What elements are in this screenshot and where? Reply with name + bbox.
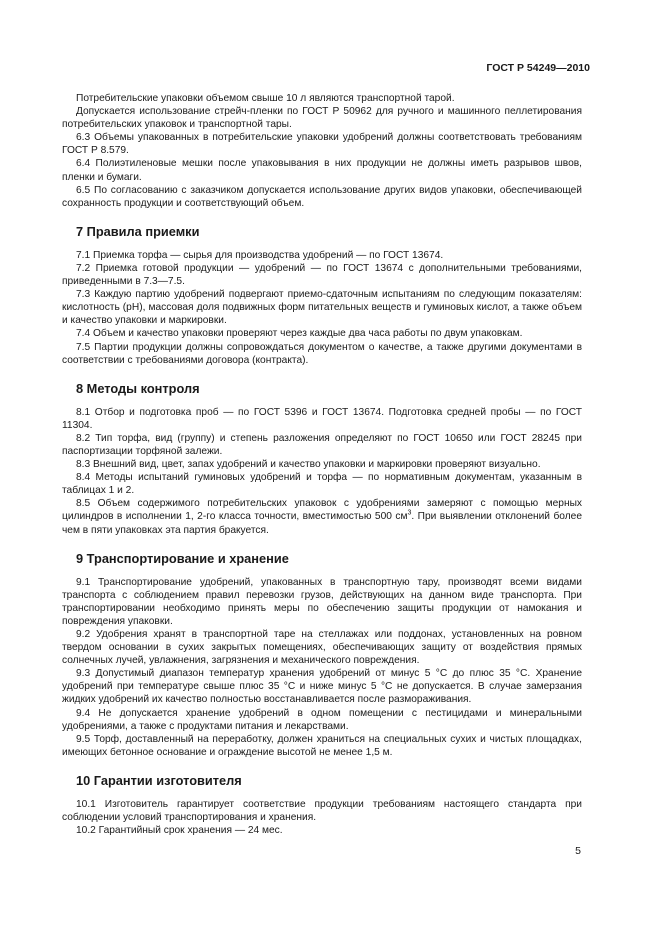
paragraph: 10.2 Гарантийный срок хранения — 24 мес. <box>76 825 283 837</box>
paragraph: 9.1 Транспортирование удобрений, упакованных в транспортную тару, производят всеми видами транспорта с соблюдением правил перевозки грузов, действующих на данном виде транспорта. При транспортировании необходимо принять меры по обеспечению защиты продукции от намокания и повреждения упаковки. <box>62 576 582 627</box>
paragraph: 8.3 Внешний вид, цвет, запах удобрений и качество упаковки и маркировки проверяют визуально. <box>76 459 541 471</box>
superscript: 3 <box>407 510 412 518</box>
text-span: 8.5 Объем содержимого потребительских упаковок с удобрениями замеряют с помощью мерных цилиндров в исполнении 1, 2-го класса точности, вместимостью 500 см <box>62 498 582 523</box>
paragraph: 7.5 Партии продукции должны сопровождаться документом о качестве, а также другими документами в соответствии с требованиями договора (контракта). <box>62 341 582 366</box>
paragraph-8-5 <box>62 497 582 536</box>
paragraph: 7.2 Приемка готовой продукции — удобрений — по ГОСТ 13674 с дополнительными требованиями, приведенными в 7.3—7.5. <box>62 262 582 288</box>
paragraph: 9.3 Допустимый диапазон температур хранения удобрений от минус 5 °С до плюс 35 °С. Хранение удобрений при температуре свыше плюс 35 °С и ниже минус 5 °С не допускается. В случае замерзания жидких удобрений их качество полностью восстанавливается после размораживания. <box>62 668 582 706</box>
section-heading-9: 9 Транспортирование и хранение <box>76 550 289 566</box>
paragraph: 7.3 Каждую партию удобрений подвергают приемо-сдаточным испытаниям по следующим показателям: кислотность (pH), массовая доля подвижных форм питательных веществ и гуминовых кислот, а также объем и качество упаковки и маркировки. <box>62 289 582 327</box>
paragraph: Допускается использование стрейч-пленки по ГОСТ Р 50962 для ручного и машинного пеллетирования потребительских упаковок и транспортной тары. <box>62 106 582 131</box>
paragraph: 9.2 Удобрения хранят в транспортной таре на стеллажах или поддонах, установленных на ровном твердом основании в сухих закрытых помещениях, обеспечивающих защиту от воздействия прямых солнечных лучей, увлажнения, загрязнения и механического повреждения. <box>62 629 582 667</box>
paragraph: 8.1 Отбор и подготовка проб — по ГОСТ 5396 и ГОСТ 13674. Подготовка средней пробы — по ГОСТ 11304. <box>62 406 582 431</box>
paragraph: 7.4 Объем и качество упаковки проверяют через каждые два часа работы по двум упаковкам. <box>76 328 523 340</box>
paragraph: 7.1 Приемка торфа — сырья для производства удобрений — по ГОСТ 13674. <box>76 249 444 261</box>
paragraph: 6.5 По согласованию с заказчиком допускается использование других видов упаковки, обеспечивающей сохранность продукции и соответствующий объем. <box>62 184 582 209</box>
paragraph: 6.4 Полиэтиленовые мешки после упаковывания в них продукции не должны иметь разрывов швов, пленки и бумаги. <box>62 158 582 183</box>
paragraph: 10.1 Изготовитель гарантирует соответствие продукции требованиям настоящего стандарта при соблюдении условий транспортирования и хранения. <box>62 798 582 824</box>
paragraph: Потребительские упаковки объемом свыше 10 л являются транспортной тарой. <box>76 93 455 104</box>
section-heading-10: 10 Гарантии изготовителя <box>76 772 242 788</box>
paragraph: 9.4 Не допускается хранение удобрений в одном помещении с пестицидами и минеральными удобрениями, а также с продуктами питания и лекарствами. <box>62 707 582 732</box>
text-span: . При выявлении отклонений более чем в пяти упаковках эта партия бракуется. <box>62 511 582 536</box>
paragraph: 8.2 Тип торфа, вид (группу) и степень разложения определяют по ГОСТ 10650 или ГОСТ 28245 при паспортизации торфяной залежи. <box>62 432 582 457</box>
section-heading-7: 7 Правила приемки <box>76 223 200 239</box>
page-body <box>62 92 582 837</box>
document-header: ГОСТ Р 54249—2010 <box>486 62 590 74</box>
paragraph: 8.4 Методы испытаний гуминовых удобрений и торфа — по нормативным документам, указанным в таблицах 1 и 2. <box>62 472 582 497</box>
page-number: 5 <box>575 845 581 857</box>
section-heading-8: 8 Методы контроля <box>76 380 200 396</box>
paragraph: 9.5 Торф, доставленный на переработку, должен храниться на специальных сухих и чистых площадках, имеющих бетонное основание и ограждение высотой не менее 1,5 м. <box>62 733 582 758</box>
paragraph: 6.3 Объемы упакованных в потребительские упаковки удобрений должны соответствовать требованиям ГОСТ Р 8.579. <box>62 132 582 157</box>
